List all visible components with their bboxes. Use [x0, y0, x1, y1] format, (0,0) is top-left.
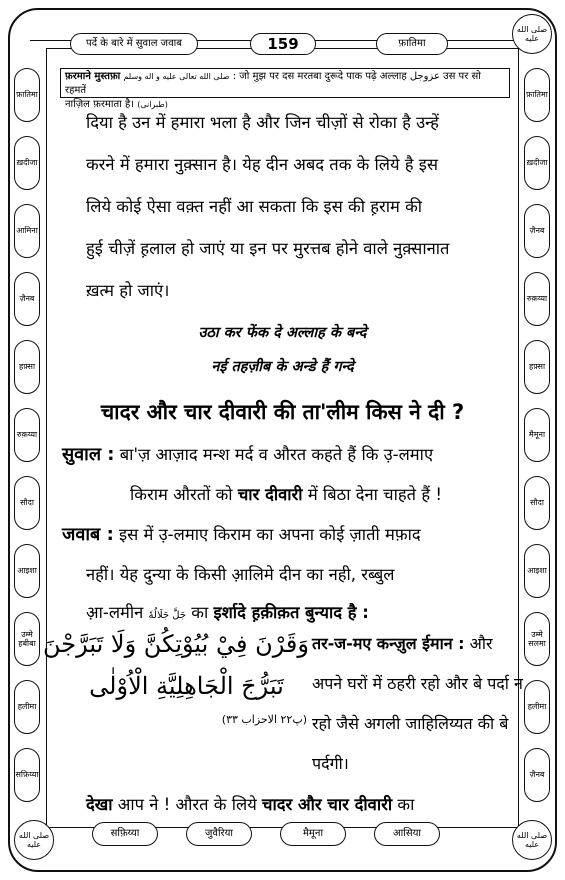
- header-name-tab: फ़ातिमा: [376, 33, 448, 55]
- question-row-1: [62, 442, 433, 466]
- farmane-line2: नाज़िल फ़रमाता है।: [65, 99, 135, 110]
- side-badge-right: हफ़्सा: [524, 340, 550, 394]
- side-badge-left: फ़ातिमा: [14, 68, 40, 122]
- last-line: [86, 792, 414, 815]
- body-line: ख़त्म हो जाएं।: [86, 281, 170, 300]
- section-heading: चादर और चार दीवारी की ता'लीम किस ने दी ?: [100, 400, 465, 424]
- body-line: करने में हमारा नुक़्सान है। येह दीन अबद तक के लिये है इस: [86, 155, 439, 174]
- side-badge-right: उम्मे सलमा: [524, 612, 550, 666]
- translation-label-tail: और: [464, 634, 493, 653]
- side-badge-right: सौदा: [524, 476, 550, 530]
- side-badge-left: आइशा: [14, 544, 40, 598]
- question-label: सुवाल :: [62, 444, 115, 465]
- translation-line: पर्दगी।: [312, 754, 349, 773]
- translation-label: तर-ज-मए कन्ज़ुल ईमान :: [312, 634, 465, 653]
- answer-text-1: इस में उ़-लमाए किराम का अपना कोई ज़ाती मफ़ाद: [119, 525, 421, 544]
- footer-tab-4: आसिया: [374, 822, 440, 846]
- body-line: लिये कोई ऐसा वक़्त नहीं आ सकता कि इस की ह़राम की: [86, 197, 423, 216]
- side-badge-right: फ़ातिमा: [524, 68, 550, 122]
- translation-line: रहो जैसे अगली जाहिलिय्यत की बे: [312, 714, 509, 733]
- side-badge-right: ख़दीजा: [524, 136, 550, 190]
- farmane-salutation: صلى الله تعالى عليه و اله وسلم: [123, 72, 230, 81]
- side-badge-left: हफ़्सा: [14, 340, 40, 394]
- side-badge-left: ज़ैनब: [14, 272, 40, 326]
- footer-tab-2: जुवैरिया: [186, 822, 252, 846]
- side-badge-right: आइशा: [524, 544, 550, 598]
- side-badge-left: रुक़य्या: [14, 408, 40, 462]
- farmane-title: फ़रमाने मुस्तफ़ा: [65, 71, 121, 82]
- question-row-2: [130, 482, 442, 505]
- side-badge-left: हलीमा: [14, 680, 40, 734]
- corner-badge-bottom-right: صلى الله عليه: [512, 820, 552, 860]
- side-badge-left: सफ़िय्या: [14, 748, 40, 802]
- couplet-line-2: नई तहज़ीब के अन्डे हैं गन्दे: [211, 359, 354, 375]
- question-text-2-bold: चार दीवारी: [237, 485, 303, 504]
- answer-row-1: [62, 522, 421, 546]
- farmane-ref: (طبرانی): [137, 100, 168, 109]
- side-badge-left: सौदा: [14, 476, 40, 530]
- body-line: दिया है उन में हमारा भला है और जिन चीज़ों से रोका है उन्हें: [86, 113, 439, 132]
- body-line: हुई चीज़ें ह़लाल हो जाएं या इन पर मुरत्तब होने वाले नुक़्सानात: [86, 239, 450, 258]
- quran-verse-block: [43, 610, 309, 738]
- side-badge-right: रुक़य्या: [524, 272, 550, 326]
- header-chapter-tab: पर्दे के बारे में सुवाल जवाब: [70, 33, 198, 55]
- farmane-text: : जो मुझ पर दस मरतबा दुरूदे पाक पढ़े अल्लाह عزوجل उस पर सो रहमतें: [65, 71, 481, 96]
- side-badge-right: मैमूना: [524, 408, 550, 462]
- question-text-1: बा'ज़ आज़ाद मन्श मर्द व औरत कहते हैं कि उ़-लमाए: [119, 445, 434, 464]
- side-badge-left: ख़दीजा: [14, 136, 40, 190]
- side-badge-left: आमिना: [14, 204, 40, 258]
- answer-label: जवाब :: [62, 524, 114, 545]
- side-badge-right: ज़ैनब: [524, 748, 550, 802]
- translation-line: अपने घरों में ठहरी रहो और बे पर्दा न: [312, 674, 523, 693]
- last-line-mid: आप ने ! औरत के लिये: [112, 795, 263, 814]
- answer-arabic-glorification: جَلَّ جَلَالُهٗ: [148, 610, 187, 621]
- last-line-bold-2: चादर और चार दीवारी: [262, 795, 393, 814]
- answer-text-3b: का: [186, 603, 214, 622]
- couplet-line-1: उठा कर फेंक दे अल्लाह के बन्दे: [198, 325, 367, 341]
- farmane-mustafa-box: [60, 68, 510, 110]
- quran-verse-reference: (پ۲۲ الاحزاب ۳۳): [221, 713, 307, 726]
- footer-tab-3: मैमूना: [280, 822, 346, 846]
- corner-badge-top-right: صلى الله عليه: [512, 14, 552, 54]
- corner-badge-bottom-left: صلى الله عليه: [14, 820, 54, 860]
- side-badge-left: उम्मे हबीबा: [14, 612, 40, 666]
- side-badge-right: हलीमा: [524, 680, 550, 734]
- quran-verse-line-2: تَبَرُّجَ الْجَاهِلِيَّةِ الْاُوْلٰى: [89, 672, 284, 700]
- last-line-bold-1: देखा: [86, 795, 113, 814]
- page-number: 159: [250, 33, 316, 55]
- side-badge-right: ज़ैनब: [524, 204, 550, 258]
- question-text-2a: किराम औरतों को: [130, 485, 238, 504]
- answer-text-3-bold: इर्शादे ह़क़ीक़त बुन्याद है :: [213, 603, 369, 622]
- answer-text-3a: आ़-लमीन: [86, 603, 149, 622]
- footer-tab-1: सफ़िय्या: [92, 822, 158, 846]
- last-line-end: का: [392, 795, 415, 814]
- answer-row-2: नहीं। येह दुन्या के किसी आ़लिमे दीन का नही, रब्बुल: [86, 565, 395, 584]
- question-text-2b: में बिठा देना चाहते हैं !: [302, 485, 442, 504]
- quran-verse-line-1: وَقَرْنَ فِيْ بُيُوْتِكُنَّ وَلَا تَبَرَّجْنَ: [43, 630, 309, 658]
- translation-row-1: [312, 632, 512, 654]
